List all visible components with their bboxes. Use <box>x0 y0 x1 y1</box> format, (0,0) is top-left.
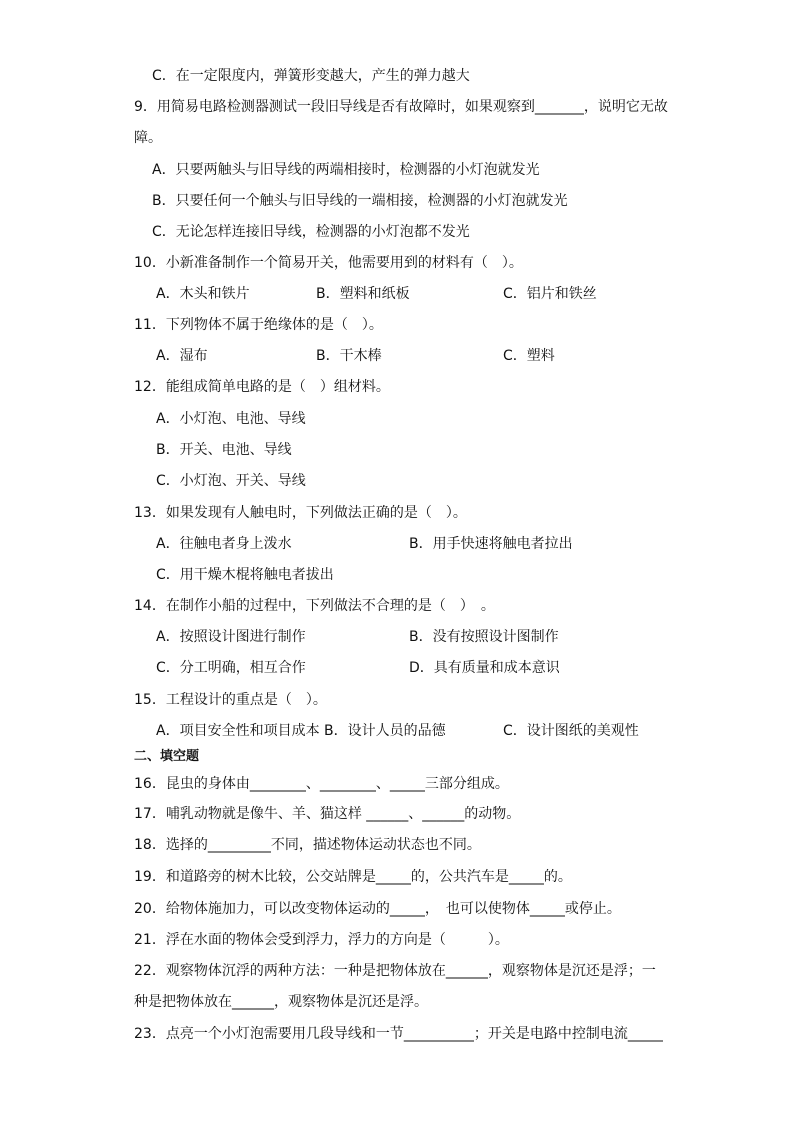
q10-stem: 10．小新准备制作一个简易开关，他需要用到的材料有（ ）。 <box>134 255 523 271</box>
q9-option-c: C．无论怎样连接旧导线，检测器的小灯泡都不发光 <box>152 224 470 240</box>
q14-option-c: C．分工明确，相互合作 <box>156 660 306 676</box>
q12-option-a: A．小灯泡、电池、导线 <box>156 411 306 427</box>
q15-stem: 15．工程设计的重点是（ ）。 <box>134 692 327 708</box>
q10-option-c: C．铝片和铁丝 <box>503 286 597 302</box>
q14-option-a: A．按照设计图进行制作 <box>156 629 306 645</box>
q11-option-a: A．湿布 <box>156 348 208 364</box>
q13-option-c: C．用干燥木棍将触电者拔出 <box>156 567 334 583</box>
q13-option-b: B．用手快速将触电者拉出 <box>409 536 573 552</box>
q13-stem: 13．如果发现有人触电时，下列做法正确的是（ ）。 <box>134 505 467 521</box>
q15-option-c: C．设计图纸的美观性 <box>503 723 639 739</box>
q12-stem: 12．能组成简单电路的是（ ）组材料。 <box>134 379 390 395</box>
q9-stem-line2: 障。 <box>134 130 162 146</box>
q16: 16．昆虫的身体由________、________、_____三部分组成。 <box>134 776 509 792</box>
q18: 18．选择的_________不同，描述物体运动状态也不同。 <box>134 837 481 853</box>
q13-option-a: A．往触电者身上泼水 <box>156 536 292 552</box>
q20: 20．给物体施加力，可以改变物体运动的_____， 也可以使物体_____或停止。 <box>134 901 621 917</box>
q10-option-a: A．木头和铁片 <box>156 286 250 302</box>
q22-line1: 22．观察物体沉浮的两种方法：一种是把物体放在______，观察物体是沉还是浮；一 <box>134 963 656 979</box>
q9-option-a: A．只要两触头与旧导线的两端相接时，检测器的小灯泡就发光 <box>152 162 540 178</box>
q14-option-d: D．具有质量和成本意识 <box>409 660 560 676</box>
q12-option-c: C．小灯泡、开关、导线 <box>156 473 306 489</box>
q23: 23．点亮一个小灯泡需要用几段导线和一节__________；开关是电路中控制电流_____ <box>134 1026 663 1042</box>
q11-option-b: B．干木棒 <box>316 348 382 364</box>
section-heading-fill-in: 二、填空题 <box>134 749 200 764</box>
q22-line2: 种是把物体放在______，观察物体是沉还是浮。 <box>134 994 428 1010</box>
q9-stem-line1: 9．用简易电路检测器测试一段旧导线是否有故障时，如果观察到_______，说明它无故 <box>134 99 668 115</box>
q11-stem: 11．下列物体不属于绝缘体的是（ ）。 <box>134 317 383 333</box>
q10-option-b: B．塑料和纸板 <box>316 286 410 302</box>
q14-option-b: B．没有按照设计图制作 <box>409 629 559 645</box>
q19: 19．和道路旁的树木比较，公交站牌是_____的，公共汽车是_____的。 <box>134 869 572 885</box>
q17: 17．哺乳动物就是像牛、羊、猫这样 ______、______的动物。 <box>134 806 521 822</box>
q11-option-c: C．塑料 <box>503 348 555 364</box>
q14-stem: 14．在制作小船的过程中，下列做法不合理的是（ ） 。 <box>134 598 495 614</box>
q15-option-ab: A．项目安全性和项目成本 B．设计人员的品德 <box>156 723 446 739</box>
q9-option-b: B．只要任何一个触头与旧导线的一端相接，检测器的小灯泡就发光 <box>152 193 568 209</box>
q21: 21．浮在水面的物体会受到浮力，浮力的方向是（ ）。 <box>134 932 509 948</box>
q8-option-c: C．在一定限度内，弹簧形变越大，产生的弹力越大 <box>152 68 470 84</box>
q12-option-b: B．开关、电池、导线 <box>156 442 292 458</box>
